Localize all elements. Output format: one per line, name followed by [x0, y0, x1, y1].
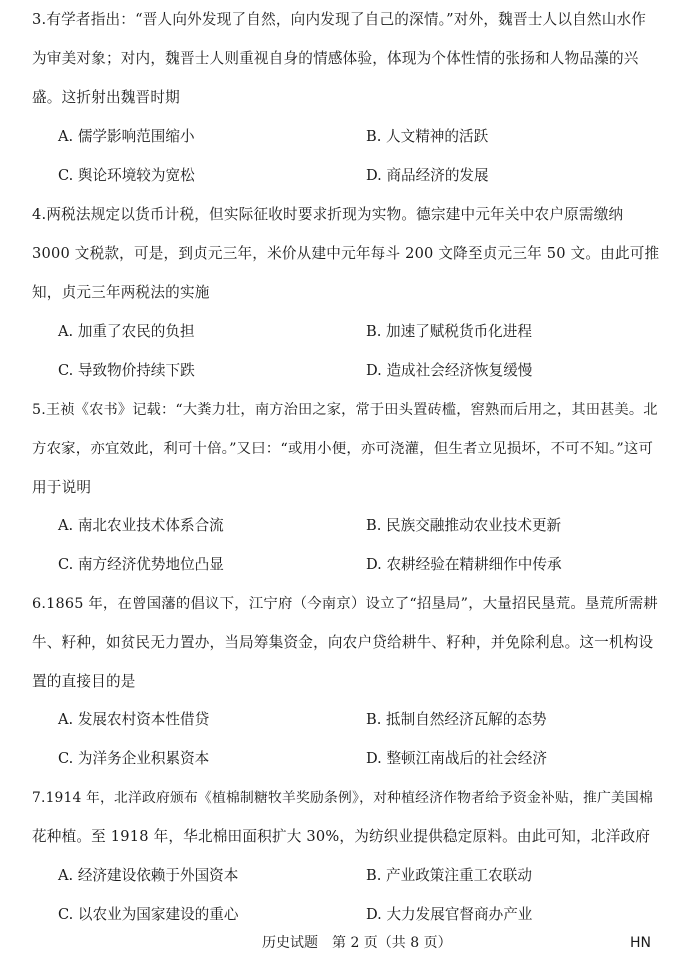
question-stem-line: 牛、籽种，如贫民无力置办，当局筹集资金，向农户贷给耕牛、籽种，并免除利息。这一机构设	[32, 634, 654, 651]
option-c: C. 舆论环境较为宽松	[58, 167, 195, 184]
question-stem-line: 知，贞元三年两税法的实施	[32, 284, 210, 301]
option-b: B. 人文精神的活跃	[366, 128, 489, 145]
option-c: C. 为洋务企业积累资本	[58, 750, 210, 767]
question-stem-line: 3000 文税款，可是，到贞元三年，米价从建中元年每斗 200 文降至贞元三年 50 文。由此可推	[32, 245, 660, 262]
footer-page-info: 历史试题 第 2 页（共 8 页）	[262, 935, 452, 951]
footer-region-code: HN	[630, 935, 651, 951]
question-stem-line: 为审美对象；对内，魏晋士人则重视自身的情感体验，体现为个体性情的张扬和人物品藻的兴	[32, 50, 639, 67]
question-stem-line: 用于说明	[32, 479, 92, 496]
option-a: A. 儒学影响范围缩小	[58, 128, 195, 145]
question-stem-line: 置的直接目的是	[32, 673, 136, 690]
option-a: A. 发展农村资本性借贷	[58, 711, 210, 728]
question-stem-line: 盛。这折射出魏晋时期	[32, 89, 180, 106]
question-stem-line: 方农家，亦宜效此，利可十倍。”又曰：“或用小便，亦可浇灌，但生者立见损坏，不可不知。”这可	[32, 441, 654, 457]
option-d: D. 商品经济的发展	[366, 167, 489, 184]
option-b: B. 民族交融推动农业技术更新	[366, 517, 562, 534]
option-c: C. 南方经济优势地位凸显	[58, 556, 224, 573]
option-d: D. 造成社会经济恢复缓慢	[366, 362, 533, 379]
question-stem-line: 5.王祯《农书》记载：“大粪力壮，南方治田之家，常于田头置砖槛，窖熟而后用之，其田甚美。北	[32, 402, 658, 418]
question-stem-line: 3.有学者指出：“晋人向外发现了自然，向内发现了自己的深情。”对外，魏晋士人以自然山水作	[32, 11, 647, 28]
option-a: A. 经济建设依赖于外国资本	[58, 867, 239, 884]
question-stem-line: 花种植。至 1918 年，华北棉田面积扩大 30%，为纺织业提供稳定原料。由此可知，北洋政府	[32, 828, 651, 845]
question-stem-line: 4.两税法规定以货币计税，但实际征收时要求折现为实物。德宗建中元年关中农户原需缴纳	[32, 206, 624, 223]
option-d: D. 农耕经验在精耕细作中传承	[366, 556, 562, 573]
option-c: C. 导致物价持续下跌	[58, 362, 195, 379]
question-stem-line: 7.1914 年，北洋政府颁布《植棉制糖牧羊奖励条例》，对种植经济作物者给予资金补贴，推广美国棉	[32, 790, 654, 806]
page-footer	[0, 932, 677, 954]
question-stem-line: 6.1865 年，在曾国藩的倡议下，江宁府（今南京）设立了“招垦局”，大量招民垦荒。垦荒所需耕	[32, 596, 658, 612]
option-a: A. 加重了农民的负担	[58, 323, 195, 340]
option-b: B. 抵制自然经济瓦解的态势	[366, 711, 547, 728]
option-d: D. 整顿江南战后的社会经济	[366, 750, 547, 767]
option-c: C. 以农业为国家建设的重心	[58, 906, 239, 923]
option-b: B. 产业政策注重工农联动	[366, 867, 532, 884]
option-a: A. 南北农业技术体系合流	[58, 517, 224, 534]
option-b: B. 加速了赋税货币化进程	[366, 323, 532, 340]
option-d: D. 大力发展官督商办产业	[366, 906, 533, 923]
